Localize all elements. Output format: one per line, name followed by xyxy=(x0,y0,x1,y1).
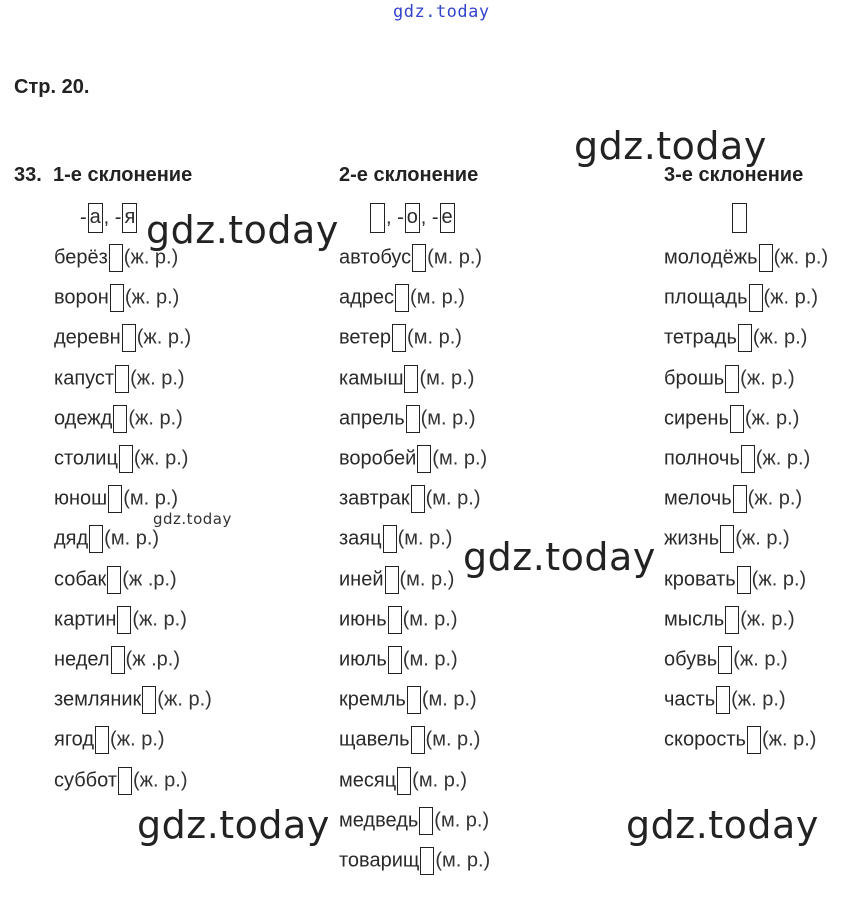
list-item xyxy=(664,244,828,272)
answer-box xyxy=(110,284,124,312)
answer-box xyxy=(419,807,433,835)
word-stem: суббот xyxy=(54,769,117,792)
word-stem: мысль xyxy=(664,608,725,631)
word-stem: товарищ xyxy=(339,849,420,872)
list-item xyxy=(54,606,187,634)
word-stem: мелочь xyxy=(664,487,732,510)
list-item xyxy=(664,405,799,433)
gender-label: (ж. р.) xyxy=(110,728,165,751)
gender-label: (м. р.) xyxy=(420,407,476,430)
word-stem: сирень xyxy=(664,407,729,430)
answer-box xyxy=(738,324,752,352)
word-stem: юнош xyxy=(54,487,108,510)
word-stem: завтрак xyxy=(339,487,410,510)
dash: - xyxy=(109,206,122,229)
answer-box xyxy=(733,485,747,513)
word-stem: щавель xyxy=(339,728,410,751)
list-item xyxy=(339,566,454,594)
list-item xyxy=(54,485,178,513)
answer-box xyxy=(95,726,109,754)
exercise-number: 33. xyxy=(14,164,42,186)
answer-box xyxy=(720,525,734,553)
list-item xyxy=(339,244,482,272)
gender-label: (м. р.) xyxy=(434,809,490,832)
answer-box xyxy=(142,686,156,714)
watermark: gdz.today xyxy=(146,208,339,252)
list-item xyxy=(664,566,806,594)
watermark: gdz.today xyxy=(626,803,819,847)
gender-label: (ж. р.) xyxy=(157,688,212,711)
answer-box xyxy=(113,405,127,433)
list-item xyxy=(54,646,180,674)
endings-decl-2 xyxy=(369,203,456,233)
list-item xyxy=(339,807,489,835)
list-item xyxy=(339,847,490,875)
answer-box xyxy=(397,767,411,795)
answer-box xyxy=(122,203,137,233)
answer-box xyxy=(420,847,434,875)
word-stem: медведь xyxy=(339,809,419,832)
gender-label: (м. р.) xyxy=(410,286,465,309)
answer-box xyxy=(118,767,132,795)
answer-box xyxy=(440,203,455,233)
list-item xyxy=(339,686,477,714)
word-stem: полночь xyxy=(664,447,740,470)
word-stem: часть xyxy=(664,688,716,711)
gender-label: (м. р.) xyxy=(425,728,481,751)
answer-box xyxy=(725,365,739,393)
list-item xyxy=(54,525,159,553)
answer-box xyxy=(119,445,133,473)
list-item xyxy=(664,646,788,674)
word-stem: столиц xyxy=(54,447,118,470)
word-stem: брошь xyxy=(664,367,725,390)
word-stem: камыш xyxy=(339,367,404,390)
column-heading-3: 3-е склонение xyxy=(664,164,804,186)
list-item xyxy=(339,646,458,674)
answer-box xyxy=(111,646,125,674)
word-stem: одежд xyxy=(54,407,113,430)
answer-box xyxy=(732,203,747,233)
list-item xyxy=(54,767,187,795)
word-stem: скорость xyxy=(664,728,746,751)
word-stem: тетрадь xyxy=(664,326,737,349)
answer-box xyxy=(88,203,103,233)
comma: , xyxy=(103,206,110,229)
answer-box xyxy=(385,566,399,594)
word-stem: ворон xyxy=(54,286,109,309)
list-item xyxy=(54,445,188,473)
endings-decl-1 xyxy=(80,203,138,233)
gender-label: (ж. р.) xyxy=(735,527,790,550)
answer-box xyxy=(388,646,402,674)
word-stem: земляник xyxy=(54,688,142,711)
word-stem: капуст xyxy=(54,367,115,390)
answer-box xyxy=(411,485,425,513)
word-stem: апрель xyxy=(339,407,405,430)
gender-label: (м. р.) xyxy=(402,648,458,671)
word-stem: месяц xyxy=(339,769,397,792)
gender-label: (м. р.) xyxy=(402,608,458,631)
word-stem: берёз xyxy=(54,246,108,269)
gender-label: (м. р.) xyxy=(427,246,483,269)
answer-box xyxy=(115,365,129,393)
gender-label: (м. р.) xyxy=(123,487,179,510)
gender-label: (м. р.) xyxy=(419,367,475,390)
gender-label: (м. р.) xyxy=(412,769,468,792)
answer-box xyxy=(749,284,763,312)
answer-box xyxy=(405,203,420,233)
gender-label: (м. р.) xyxy=(425,487,481,510)
list-item xyxy=(664,726,816,754)
gender-label: (ж. р.) xyxy=(751,568,807,591)
answer-box xyxy=(117,606,131,634)
list-item xyxy=(339,485,481,513)
answer-box xyxy=(392,324,406,352)
page-label: Стр. 20. xyxy=(14,76,90,98)
answer-box xyxy=(730,405,744,433)
ending-letter: е xyxy=(441,206,453,228)
gender-label: (ж. р.) xyxy=(740,367,795,390)
list-item xyxy=(54,365,185,393)
word-stem: адрес xyxy=(339,286,395,309)
gender-label: (ж. р.) xyxy=(136,326,192,349)
word-stem: ягод xyxy=(54,728,95,751)
gender-label: (ж. р.) xyxy=(755,447,811,470)
endings-decl-3 xyxy=(731,203,748,233)
answer-box xyxy=(737,566,751,594)
gender-label: (ж. р.) xyxy=(731,688,786,711)
answer-box xyxy=(407,686,421,714)
gender-label: (ж. р.) xyxy=(132,769,188,792)
answer-box xyxy=(747,726,761,754)
word-stem: заяц xyxy=(339,527,382,550)
dash: - xyxy=(80,206,87,229)
watermark-top: gdz.today xyxy=(393,2,490,22)
watermark: gdz.today xyxy=(463,535,656,579)
ending-letter: о xyxy=(406,206,418,228)
answer-box xyxy=(388,606,402,634)
answer-box xyxy=(741,445,755,473)
answer-box xyxy=(383,525,397,553)
list-item xyxy=(664,606,795,634)
answer-box xyxy=(411,726,425,754)
list-item xyxy=(339,365,474,393)
column-heading-2: 2-е склонение xyxy=(339,164,479,186)
list-item xyxy=(54,244,178,272)
word-stem: воробей xyxy=(339,447,417,470)
gender-label: (м. р.) xyxy=(397,527,453,550)
gender-label: (ж. р.) xyxy=(752,326,808,349)
watermark: gdz.today xyxy=(137,803,330,847)
list-item xyxy=(54,405,183,433)
word-stem: кровать xyxy=(664,568,736,591)
answer-box xyxy=(370,203,385,233)
list-item xyxy=(339,606,458,634)
list-item xyxy=(664,284,818,312)
answer-box xyxy=(412,244,426,272)
word-stem: автобус xyxy=(339,246,412,269)
list-item xyxy=(54,726,165,754)
word-stem: дяд xyxy=(54,527,89,550)
word-stem: июль xyxy=(339,648,387,671)
gender-label: (ж .р.) xyxy=(122,568,177,591)
list-item xyxy=(54,284,179,312)
gender-label: (м. р.) xyxy=(399,568,455,591)
gender-label: (м. р.) xyxy=(104,527,160,550)
answer-box xyxy=(122,324,136,352)
list-item xyxy=(339,767,467,795)
gender-label: (ж. р.) xyxy=(132,608,187,631)
word-stem: иней xyxy=(339,568,384,591)
word-stem: собак xyxy=(54,568,107,591)
gender-label: (м. р.) xyxy=(407,326,462,349)
word-stem: жизнь xyxy=(664,527,720,550)
list-item xyxy=(664,525,790,553)
list-item xyxy=(664,324,807,352)
gender-label: (ж. р.) xyxy=(123,246,179,269)
list-item xyxy=(339,324,462,352)
gender-label: (ж. р.) xyxy=(133,447,189,470)
list-item xyxy=(664,445,810,473)
word-stem: деревн xyxy=(54,326,121,349)
word-stem: молодёжь xyxy=(664,246,758,269)
list-item xyxy=(54,686,212,714)
answer-box xyxy=(417,445,431,473)
gender-label: (ж. р.) xyxy=(744,407,800,430)
list-item xyxy=(339,445,487,473)
gender-label: (ж. р.) xyxy=(773,246,829,269)
word-stem: площадь xyxy=(664,286,748,309)
gender-label: (ж. р.) xyxy=(761,728,817,751)
gender-label: (ж. р.) xyxy=(124,286,180,309)
watermark-small: gdz.today xyxy=(153,510,232,528)
list-item xyxy=(54,324,191,352)
comma: , xyxy=(386,206,392,229)
list-item xyxy=(664,365,795,393)
answer-box xyxy=(759,244,773,272)
list-item xyxy=(339,284,465,312)
answer-box xyxy=(109,244,123,272)
word-stem: картин xyxy=(54,608,117,631)
answer-box xyxy=(725,606,739,634)
gender-label: (ж. р.) xyxy=(747,487,803,510)
gender-label: (ж .р.) xyxy=(125,648,181,671)
gender-label: (ж. р.) xyxy=(763,286,819,309)
list-item xyxy=(54,566,177,594)
gender-label: (ж. р.) xyxy=(128,407,183,430)
answer-box xyxy=(108,485,122,513)
word-stem: кремль xyxy=(339,688,406,711)
word-stem: ветер xyxy=(339,326,392,349)
answer-box xyxy=(406,405,420,433)
gender-label: (ж. р.) xyxy=(733,648,788,671)
list-item xyxy=(339,726,480,754)
ending-letter: а xyxy=(89,206,101,228)
list-item xyxy=(664,686,786,714)
answer-box xyxy=(716,686,730,714)
gender-label: (ж. р.) xyxy=(130,367,185,390)
gender-label: (м. р.) xyxy=(421,688,477,711)
column-heading-1: 1-е склонение xyxy=(53,164,193,186)
list-item xyxy=(339,525,452,553)
comma-dash: , - xyxy=(420,206,439,229)
word-stem: недел xyxy=(54,648,110,671)
answer-box xyxy=(107,566,121,594)
dash: - xyxy=(391,206,404,229)
answer-box xyxy=(89,525,103,553)
gender-label: (ж. р.) xyxy=(740,608,795,631)
word-stem: обувь xyxy=(664,648,718,671)
word-stem: июнь xyxy=(339,608,387,631)
gender-label: (м. р.) xyxy=(432,447,488,470)
gender-label: (м. р.) xyxy=(435,849,491,872)
watermark: gdz.today xyxy=(574,124,767,168)
answer-box xyxy=(395,284,409,312)
answer-box xyxy=(404,365,418,393)
ending-letter: я xyxy=(124,206,136,228)
answer-box xyxy=(718,646,732,674)
list-item xyxy=(664,485,802,513)
list-item xyxy=(339,405,476,433)
